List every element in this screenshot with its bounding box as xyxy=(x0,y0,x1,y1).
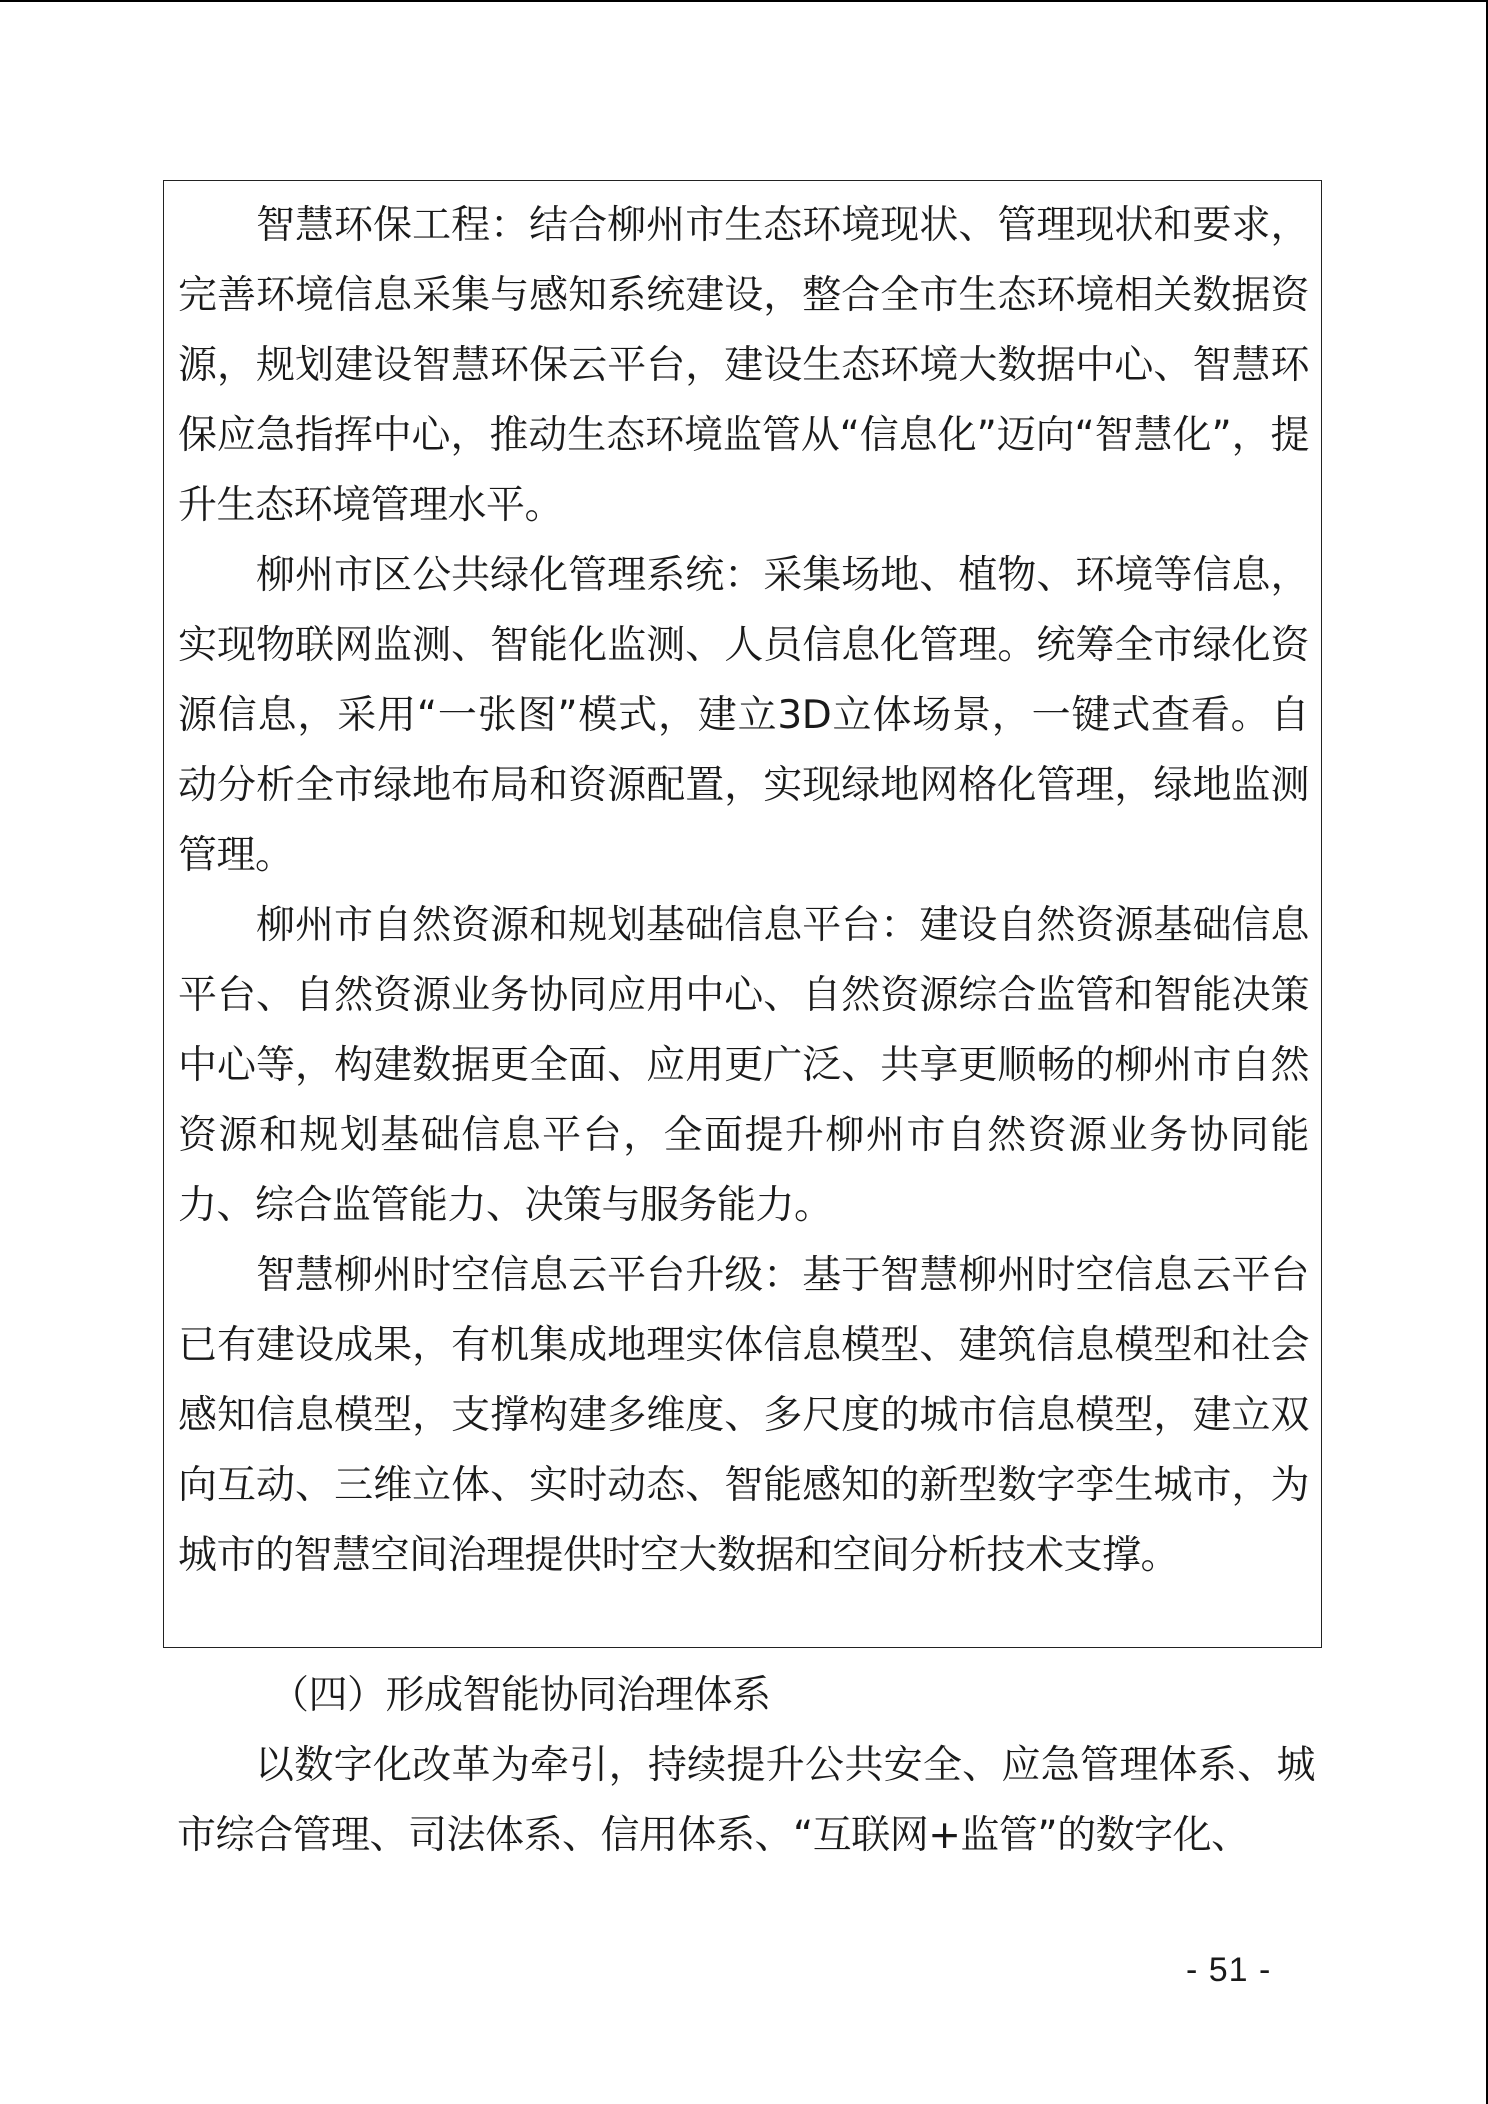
project-paragraph-natural-resources: 柳州市自然资源和规划基础信息平台：建设自然资源基础信息平台、自然资源业务协同应用中心、自然资源综合监管和智能决策中心等，构建数据更全面、应用更广泛、共享更顺畅的柳州市自然资源和规划基础信息平台，全面提升柳州市自然资源业务协同能力、综合监管能力、决策与服务能力。 xyxy=(178,903,1309,1228)
section-heading: （四）形成智能协同治理体系 xyxy=(270,1673,771,1718)
project-paragraph-public-greening: 柳州市区公共绿化管理系统：采集场地、植物、环境等信息，实现物联网监测、智能化监测、人员信息化管理。统筹全市绿化资源信息，采用“一张图”模式，建立3D立体场景，一键式查看。自动分析全市绿地布局和资源配置，实现绿地网格化管理，绿地监测管理。 xyxy=(178,553,1309,878)
body-paragraph: 以数字化改革为牵引，持续提升公共安全、应急管理体系、城市综合管理、司法体系、信用体系、“互联网+监管”的数字化、 xyxy=(177,1743,1315,1858)
project-text-box xyxy=(163,180,1322,1648)
top-border-line xyxy=(0,0,1488,2)
page-number: - 51 - xyxy=(1186,1951,1272,1989)
project-paragraph-spatiotemporal-cloud: 智慧柳州时空信息云平台升级：基于智慧柳州时空信息云平台已有建设成果，有机集成地理实体信息模型、建筑信息模型和社会感知信息模型，支撑构建多维度、多尺度的城市信息模型，建立双向互动、三维立体、实时动态、智能感知的新型数字孪生城市，为城市的智慧空间治理提供时空大数据和空间分析技术支撑。 xyxy=(178,1253,1309,1578)
project-paragraph-smart-environment: 智慧环保工程：结合柳州市生态环境现状、管理现状和要求，完善环境信息采集与感知系统建设，整合全市生态环境相关数据资源，规划建设智慧环保云平台，建设生态环境大数据中心、智慧环保应急指挥中心，推动生态环境监管从“信息化”迈向“智慧化”，提升生态环境管理水平。 xyxy=(178,203,1309,528)
